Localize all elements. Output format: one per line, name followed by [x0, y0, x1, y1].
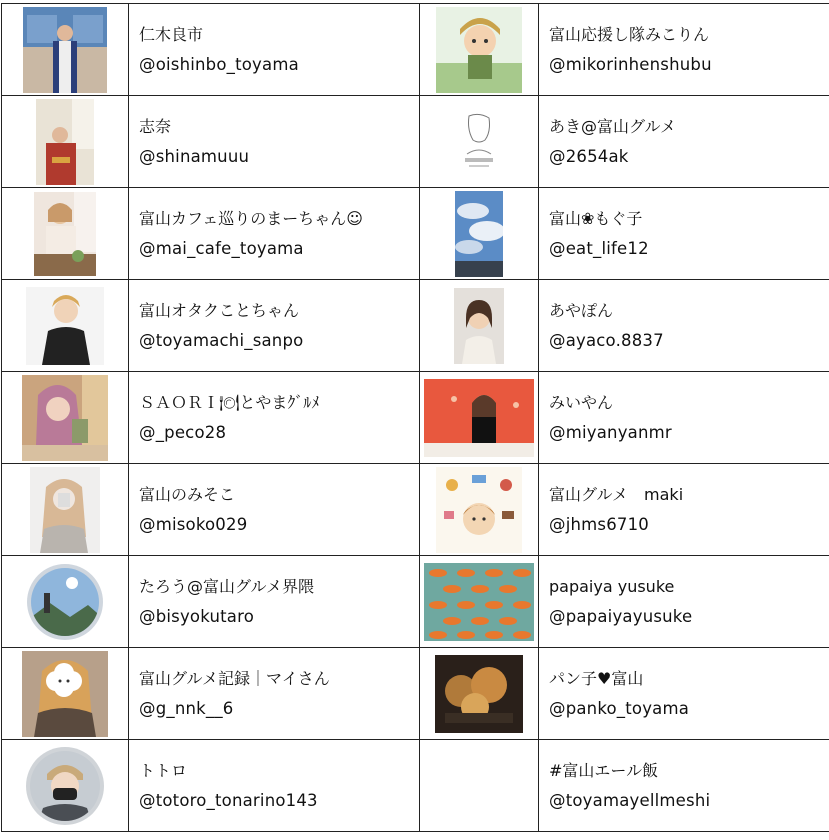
account-handle: @miyanyanmr [549, 422, 672, 442]
masked-man-circle-photo-thumbnail [25, 746, 105, 826]
account-info-cell [129, 4, 420, 96]
account-handle: @ayaco.8837 [549, 330, 664, 350]
avatar-cell [420, 464, 539, 556]
girl-illustration-thumbnail [436, 7, 522, 93]
account-info-cell [129, 372, 420, 464]
account-info-cell [129, 280, 420, 372]
avatar-cell [2, 372, 129, 464]
papaya-pattern-thumbnail [424, 563, 534, 641]
account-display-name: パン子♥富山 [549, 668, 644, 688]
account-handle: @mai_cafe_toyama [139, 238, 304, 258]
avatar-cell [420, 96, 539, 188]
avatar-cell [2, 464, 129, 556]
account-info-cell [539, 740, 829, 832]
account-handle: @jhms6710 [549, 514, 650, 534]
account-handle: @2654ak [549, 146, 629, 166]
avatar-cell [420, 4, 539, 96]
account-handle: @_peco28 [139, 422, 227, 442]
avatar-cell [420, 740, 539, 832]
avatar-cell [2, 4, 129, 96]
table-row [2, 464, 829, 556]
account-info-cell [539, 96, 829, 188]
account-info-cell [539, 188, 829, 280]
account-handle: @totoro_tonarino143 [139, 790, 318, 810]
account-info-cell [129, 740, 420, 832]
avatar-cell [420, 556, 539, 648]
account-info-cell [129, 464, 420, 556]
account-handle: @papaiyayusuke [549, 606, 693, 626]
account-display-name: 仁木良市 [139, 24, 204, 44]
cloud-face-photo-thumbnail [22, 651, 108, 737]
account-display-name: papaiya yusuke [549, 576, 675, 596]
avatar-cell [420, 188, 539, 280]
table-row [2, 648, 829, 740]
woman-kimono-photo-thumbnail [36, 99, 94, 185]
account-info-cell [129, 96, 420, 188]
account-display-name: 富山応援し隊みこりん [549, 24, 710, 44]
avatar-cell [420, 280, 539, 372]
woman-portrait-photo-thumbnail [454, 288, 504, 364]
sky-photo-thumbnail [455, 191, 503, 277]
woman-pink-hair-photo-thumbnail [22, 375, 108, 461]
food-illustration-thumbnail [436, 467, 522, 553]
table-row [2, 280, 829, 372]
influencer-table-body [2, 4, 829, 832]
avatar-cell [2, 556, 129, 648]
bread-photo-thumbnail [435, 655, 523, 733]
account-display-name: 富山グルメ maki [549, 484, 684, 504]
account-info-cell [539, 4, 829, 96]
account-display-name: 富山オタクことちゃん [139, 300, 300, 320]
account-display-name: 富山カフェ巡りのまーちゃん☺ [139, 208, 363, 228]
influencer-table [1, 3, 829, 832]
account-handle: @eat_life12 [549, 238, 649, 258]
avatar-cell [420, 372, 539, 464]
account-info-cell [539, 464, 829, 556]
account-handle: @oishinbo_toyama [139, 54, 299, 74]
account-display-name: 富山のみそこ [139, 484, 236, 504]
account-info-cell [129, 188, 420, 280]
avatar-cell [2, 188, 129, 280]
account-handle: @toyamayellmeshi [549, 790, 711, 810]
man-in-happi-photo-thumbnail [23, 7, 107, 93]
table-row [2, 96, 829, 188]
account-info-cell [539, 280, 829, 372]
account-display-name: 志奈 [139, 116, 172, 136]
account-display-name: あき@富山グルメ [549, 116, 677, 136]
woman-orange-wall-photo-thumbnail [424, 379, 534, 457]
toyama-sketch-logo-thumbnail [459, 110, 499, 174]
avatar-cell [2, 96, 129, 188]
woman-blonde-photo-thumbnail [26, 287, 104, 365]
account-info-cell [129, 648, 420, 740]
account-handle: @shinamuuu [139, 146, 250, 166]
table-row [2, 740, 829, 832]
avatar-cell [2, 648, 129, 740]
account-handle: @mikorinhenshubu [549, 54, 712, 74]
mirror-selfie-photo-thumbnail [30, 467, 100, 553]
table-row [2, 188, 829, 280]
account-info-cell [539, 372, 829, 464]
account-handle: @misoko029 [139, 514, 248, 534]
account-display-name: 富山❀もぐ子 [549, 208, 643, 228]
table-row [2, 4, 829, 96]
account-display-name: トトロ [139, 760, 188, 780]
account-info-cell [129, 556, 420, 648]
account-display-name: たろう@富山グルメ界隈 [139, 576, 315, 596]
account-display-name: #富山エール飯 [549, 760, 659, 780]
avatar-cell [2, 740, 129, 832]
account-handle: @g_nnk__6 [139, 698, 234, 718]
account-handle: @toyamachi_sanpo [139, 330, 304, 350]
account-handle: @bisyokutaro [139, 606, 255, 626]
account-info-cell [539, 556, 829, 648]
account-info-cell [539, 648, 829, 740]
account-display-name: みいやん [549, 392, 614, 412]
cafe-woman-photo-thumbnail [34, 192, 96, 276]
account-display-name: 富山グルメ記録｜マイさん [139, 668, 330, 688]
table-row [2, 556, 829, 648]
avatar-cell [420, 648, 539, 740]
account-display-name: ＳＡＯＲＩ🍽とやまｸﾞﾙﾒ [139, 392, 320, 412]
account-display-name: あやぽん [549, 300, 614, 320]
table-row [2, 372, 829, 464]
account-handle: @panko_toyama [549, 698, 690, 718]
avatar-cell [2, 280, 129, 372]
mountain-circle-photo-thumbnail [26, 563, 104, 641]
